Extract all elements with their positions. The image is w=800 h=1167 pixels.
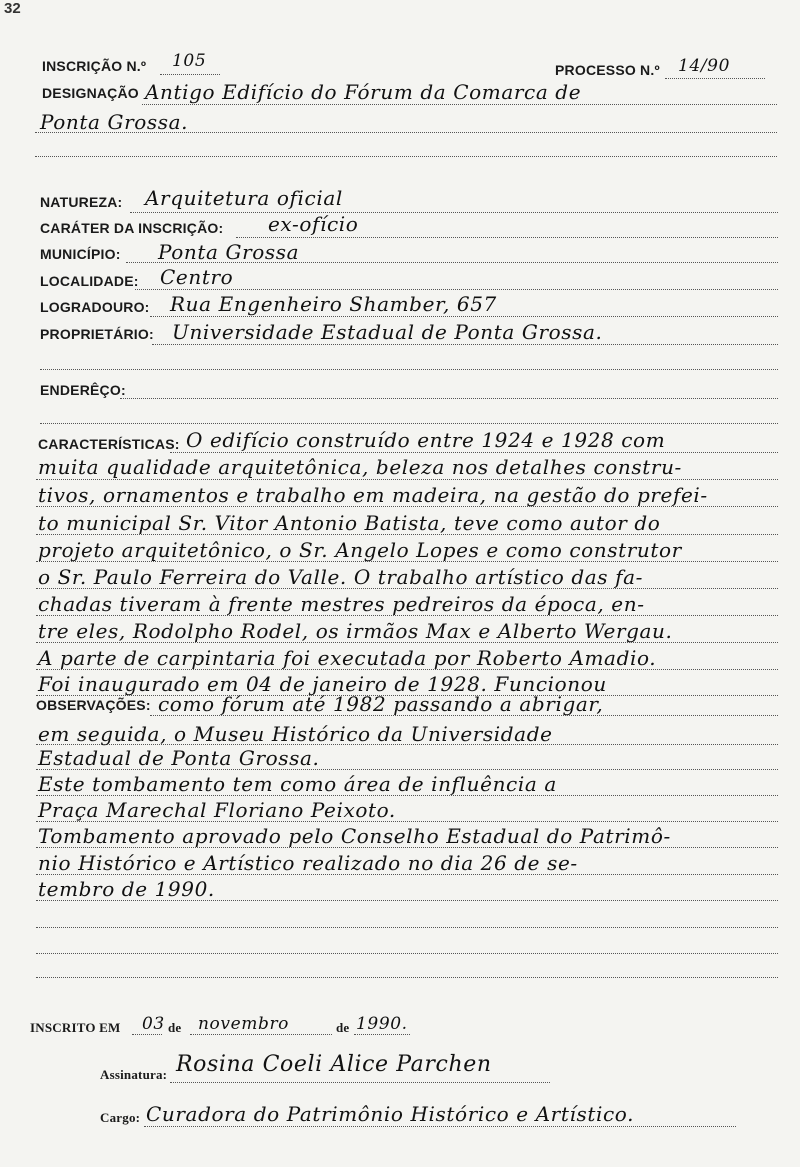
assinatura-rule: [170, 1082, 550, 1083]
logradouro-value: Rua Engenheiro Shamber, 657: [170, 292, 497, 316]
caracteristicas-line-5: projeto arquitetônico, o Sr. Angelo Lopes e como construtor: [38, 538, 682, 562]
observacoes-line-5: Praça Marechal Floriano Peixoto.: [38, 798, 396, 822]
observacoes-rule-11: [36, 977, 778, 978]
observacoes-line-3: Estadual de Ponta Grossa.: [38, 746, 320, 770]
caracteristicas-rule-2: [36, 479, 778, 480]
caracteristicas-rule-4: [36, 534, 778, 535]
inscrito-day: 03: [142, 1014, 165, 1034]
assinatura-value: Rosina Coeli Alice Parchen: [176, 1052, 492, 1077]
proprietario-rule-1: [152, 344, 778, 345]
inscrito-year-rule: [354, 1034, 410, 1035]
carater-value: ex-ofício: [268, 212, 359, 236]
cargo-label: Cargo:: [100, 1110, 141, 1125]
natureza-rule: [130, 212, 778, 213]
observacoes-rule-2: [36, 744, 778, 745]
inscrito-year: 1990.: [356, 1014, 408, 1034]
endereco-rule-1: [120, 398, 778, 399]
processo-rule: [665, 78, 765, 79]
caracteristicas-rule-9: [36, 669, 778, 670]
caracteristicas-rule-1: [170, 452, 778, 453]
designacao-rule-3: [35, 156, 777, 157]
caracteristicas-line-10: Foi inaugurado em 04 de janeiro de 1928. Funcionou: [38, 672, 607, 696]
designacao-line-1: Antigo Edifício do Fórum da Comarca de: [145, 80, 582, 104]
observacoes-line-2: em seguida, o Museu Histórico da Universidade: [38, 722, 553, 746]
proprietario-label: PROPRIETÁRIO:: [40, 326, 154, 342]
municipio-value: Ponta Grossa: [158, 240, 300, 264]
proprietario-rule-2: [40, 369, 778, 370]
natureza-value: Arquitetura oficial: [145, 186, 343, 210]
logradouro-label: LOGRADOURO:: [40, 299, 150, 315]
natureza-label: NATUREZA:: [40, 194, 123, 210]
inscrito-month-rule: [190, 1034, 332, 1035]
observacoes-rule-10: [36, 953, 778, 954]
observacoes-line-1: como fórum até 1982 passando a abrigar,: [158, 692, 604, 716]
observacoes-rule-7: [36, 874, 778, 875]
inscricao-rule: [160, 74, 220, 75]
designacao-rule-1: [142, 104, 777, 105]
caracteristicas-line-1: O edifício construído entre 1924 e 1928 com: [186, 428, 666, 452]
processo-value: 14/90: [678, 56, 730, 76]
designacao-label: DESIGNAÇÃO: [42, 85, 139, 101]
inscricao-label: INSCRIÇÃO N.º: [42, 58, 147, 74]
designacao-line-2: Ponta Grossa.: [40, 110, 189, 134]
inscrito-label: INSCRITO EM: [30, 1020, 121, 1035]
carater-rule: [236, 237, 778, 238]
observacoes-line-7: nio Histórico e Artístico realizado no dia 26 de se-: [38, 851, 578, 875]
inscrito-day-rule: [132, 1034, 162, 1035]
localidade-label: LOCALIDADE:: [40, 273, 139, 289]
observacoes-rule-1: [150, 715, 778, 716]
observacoes-rule-9: [36, 927, 778, 928]
caracteristicas-line-8: tre eles, Rodolpho Rodel, os irmãos Max e Alberto Wergau.: [38, 619, 673, 643]
endereco-label: ENDERÊÇO:: [40, 382, 126, 398]
logradouro-rule: [150, 316, 778, 317]
caracteristicas-rule-8: [36, 642, 778, 643]
inscrito-de-1: de: [168, 1020, 182, 1035]
cargo-rule: [144, 1126, 736, 1127]
caracteristicas-rule-6: [36, 588, 778, 589]
caracteristicas-line-4: to municipal Sr. Vitor Antonio Batista, teve como autor do: [38, 511, 661, 535]
carater-label: CARÁTER DA INSCRIÇÃO:: [40, 220, 224, 236]
page-number: 32: [4, 0, 21, 17]
assinatura-label: Assinatura:: [100, 1067, 168, 1082]
caracteristicas-line-7: chadas tiveram à frente mestres pedreiros da época, en-: [38, 592, 645, 616]
inscrito-de-2: de: [336, 1020, 350, 1035]
observacoes-rule-3: [36, 769, 778, 770]
caracteristicas-line-2: muita qualidade arquitetônica, beleza nos detalhes constru-: [38, 455, 682, 479]
inscricao-value: 105: [172, 51, 207, 71]
observacoes-rule-8: [36, 900, 778, 901]
caracteristicas-line-9: A parte de carpintaria foi executada por Roberto Amadio.: [38, 646, 657, 670]
caracteristicas-rule-3: [36, 506, 778, 507]
caracteristicas-line-3: tivos, ornamentos e trabalho em madeira, na gestão do prefei-: [38, 483, 708, 507]
observacoes-rule-6: [36, 847, 778, 848]
endereco-rule-2: [40, 423, 778, 424]
localidade-value: Centro: [160, 265, 234, 289]
caracteristicas-rule-7: [36, 615, 778, 616]
observacoes-line-8: tembro de 1990.: [38, 877, 215, 901]
observacoes-label: OBSERVAÇÕES:: [36, 697, 151, 713]
designacao-rule-2: [35, 132, 777, 133]
localidade-rule: [135, 289, 778, 290]
municipio-rule: [126, 262, 778, 263]
observacoes-line-6: Tombamento aprovado pelo Conselho Estadual do Patrimô-: [38, 824, 671, 848]
inscrito-month: novembro: [198, 1014, 290, 1034]
municipio-label: MUNICÍPIO:: [40, 246, 121, 262]
observacoes-line-4: Este tombamento tem como área de influência a: [38, 772, 557, 796]
cargo-value: Curadora do Patrimônio Histórico e Artístico.: [146, 1102, 635, 1126]
processo-label: PROCESSO N.º: [555, 62, 660, 78]
caracteristicas-rule-5: [36, 561, 778, 562]
observacoes-rule-4: [36, 795, 778, 796]
caracteristicas-line-6: o Sr. Paulo Ferreira do Valle. O trabalho artístico das fa-: [38, 565, 643, 589]
proprietario-value: Universidade Estadual de Ponta Grossa.: [172, 320, 603, 344]
observacoes-rule-5: [36, 821, 778, 822]
caracteristicas-label: CARACTERÍSTICAS:: [38, 436, 180, 452]
